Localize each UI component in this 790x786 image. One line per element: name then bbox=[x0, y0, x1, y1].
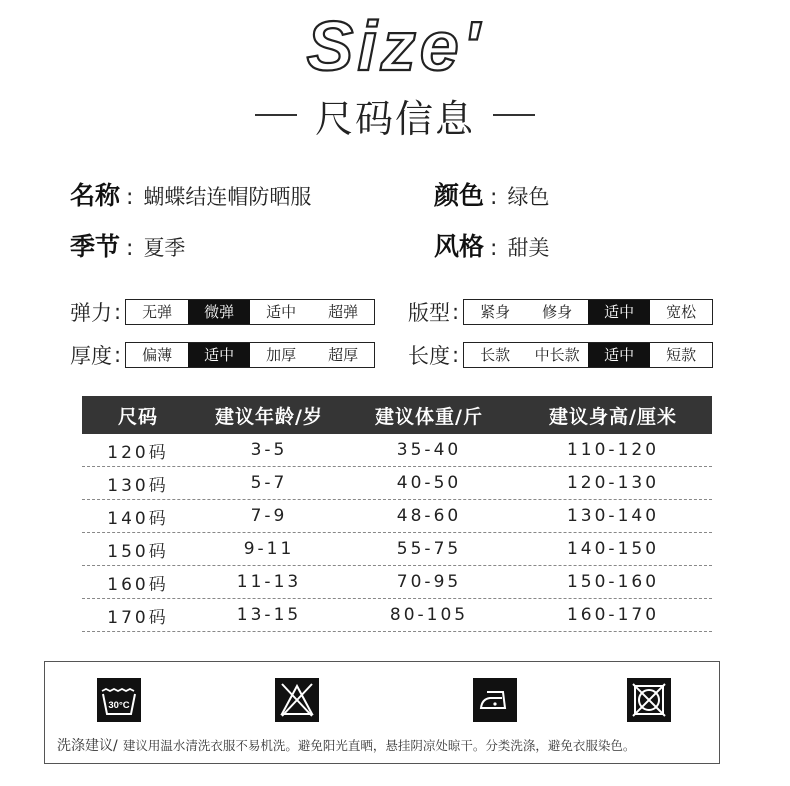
attr-fit: 版型 : 紧身 修身 适中 宽松 bbox=[408, 297, 713, 327]
iron-icon bbox=[473, 678, 517, 722]
cell-size: 140码 bbox=[107, 508, 169, 529]
header-weight: 建议体重/斤 bbox=[375, 405, 483, 428]
header-size: 尺码 bbox=[117, 405, 158, 428]
fit-option: 宽松 bbox=[666, 303, 697, 321]
info-name: 名称 : 蝴蝶结连帽防晒服 bbox=[70, 181, 312, 210]
color-label: 颜色 bbox=[434, 181, 485, 210]
cell-weight: 35-40 bbox=[396, 440, 462, 460]
name-value: 蝴蝶结连帽防晒服 bbox=[143, 185, 312, 209]
length-option: 长款 bbox=[480, 346, 511, 364]
cell-size: 130码 bbox=[107, 475, 169, 496]
cell-weight: 40-50 bbox=[396, 473, 462, 493]
style-value: 甜美 bbox=[507, 236, 550, 260]
cell-age: 5-7 bbox=[250, 473, 288, 493]
section-title bbox=[0, 88, 790, 142]
cell-height: 150-160 bbox=[566, 572, 660, 592]
wash-temp: 30°C bbox=[108, 700, 130, 711]
no-tumble-dry-icon bbox=[627, 678, 671, 722]
wash-30c-icon bbox=[97, 678, 141, 722]
cell-age: 13-15 bbox=[236, 605, 302, 625]
wash-panel bbox=[44, 661, 720, 764]
elasticity-option-selected: 微弹 bbox=[188, 300, 250, 324]
wash-note bbox=[57, 735, 635, 755]
color-value: 绿色 bbox=[507, 185, 550, 209]
season-label: 季节 bbox=[70, 232, 121, 261]
cell-height: 130-140 bbox=[566, 506, 660, 526]
thickness-option: 加厚 bbox=[266, 346, 297, 364]
wash-text: 建议用温水清洗衣服不易机洗。避免阳光直晒，悬挂阴凉处晾干。分类洗涤，避免衣服染色。 bbox=[122, 738, 636, 753]
style-label: 风格 bbox=[434, 232, 485, 261]
cell-size: 170码 bbox=[107, 607, 169, 628]
table-header bbox=[82, 396, 712, 434]
cell-age: 3-5 bbox=[250, 440, 288, 460]
thickness-option: 超厚 bbox=[328, 346, 359, 364]
cell-weight: 48-60 bbox=[396, 506, 462, 526]
no-bleach-icon bbox=[275, 678, 319, 722]
length-option-selected: 适中 bbox=[588, 343, 650, 367]
header-age: 建议年龄/岁 bbox=[215, 405, 323, 428]
attr-elasticity: 弹力 : 无弹 微弹 适中 超弹 bbox=[70, 297, 375, 327]
length-option: 短款 bbox=[666, 346, 697, 364]
info-color: 颜色 : 绿色 bbox=[434, 181, 550, 210]
fit-options bbox=[463, 299, 713, 325]
thickness-option-selected: 适中 bbox=[188, 343, 250, 367]
info-season: 季节 : 夏季 bbox=[70, 232, 186, 261]
name-label: 名称 bbox=[70, 181, 121, 210]
attr-thickness: 厚度 : 偏薄 适中 加厚 超厚 bbox=[70, 340, 375, 370]
cell-height: 140-150 bbox=[566, 539, 660, 559]
elasticity-option: 适中 bbox=[266, 303, 297, 321]
size-table bbox=[82, 396, 712, 632]
info-style: 风格 : 甜美 bbox=[434, 232, 550, 261]
cell-height: 120-130 bbox=[566, 473, 660, 493]
table-row bbox=[82, 566, 712, 599]
table-row bbox=[82, 500, 712, 533]
cell-size: 160码 bbox=[107, 574, 169, 595]
wash-label: 洗涤建议/ bbox=[57, 738, 118, 754]
elasticity-options bbox=[125, 299, 375, 325]
title-rule-left bbox=[255, 114, 297, 116]
length-options bbox=[463, 342, 713, 368]
attr-length: 长度 : 长款 中长款 适中 短款 bbox=[408, 340, 713, 370]
cell-height: 110-120 bbox=[566, 440, 660, 460]
thickness-options bbox=[125, 342, 375, 368]
table-row bbox=[82, 533, 712, 566]
elasticity-option: 无弹 bbox=[142, 303, 173, 321]
thickness-label: 厚度 bbox=[70, 344, 112, 368]
title-rule-right bbox=[493, 114, 535, 116]
header-height: 建议身高/厘米 bbox=[549, 405, 677, 428]
title-text: 尺码信息 bbox=[314, 96, 475, 141]
cell-weight: 80-105 bbox=[389, 605, 469, 625]
cell-age: 11-13 bbox=[236, 572, 302, 592]
table-row bbox=[82, 599, 712, 632]
cell-size: 150码 bbox=[107, 541, 169, 562]
logo-text: Size' bbox=[306, 7, 484, 82]
cell-age: 9-11 bbox=[243, 539, 295, 559]
cell-size: 120码 bbox=[107, 442, 169, 463]
cell-weight: 70-95 bbox=[396, 572, 462, 592]
elasticity-option: 超弹 bbox=[328, 303, 359, 321]
cell-age: 7-9 bbox=[250, 506, 288, 526]
thickness-option: 偏薄 bbox=[142, 346, 173, 364]
season-value: 夏季 bbox=[143, 236, 186, 260]
fit-option: 紧身 bbox=[480, 303, 511, 321]
fit-label: 版型 bbox=[408, 301, 450, 325]
table-row bbox=[82, 434, 712, 467]
size-logo bbox=[0, 4, 790, 82]
fit-option: 修身 bbox=[542, 303, 573, 321]
cell-weight: 55-75 bbox=[396, 539, 462, 559]
elasticity-label: 弹力 bbox=[70, 301, 112, 325]
cell-height: 160-170 bbox=[566, 605, 660, 625]
length-option: 中长款 bbox=[534, 346, 580, 364]
length-label: 长度 bbox=[408, 344, 450, 368]
table-row bbox=[82, 467, 712, 500]
fit-option-selected: 适中 bbox=[588, 300, 650, 324]
